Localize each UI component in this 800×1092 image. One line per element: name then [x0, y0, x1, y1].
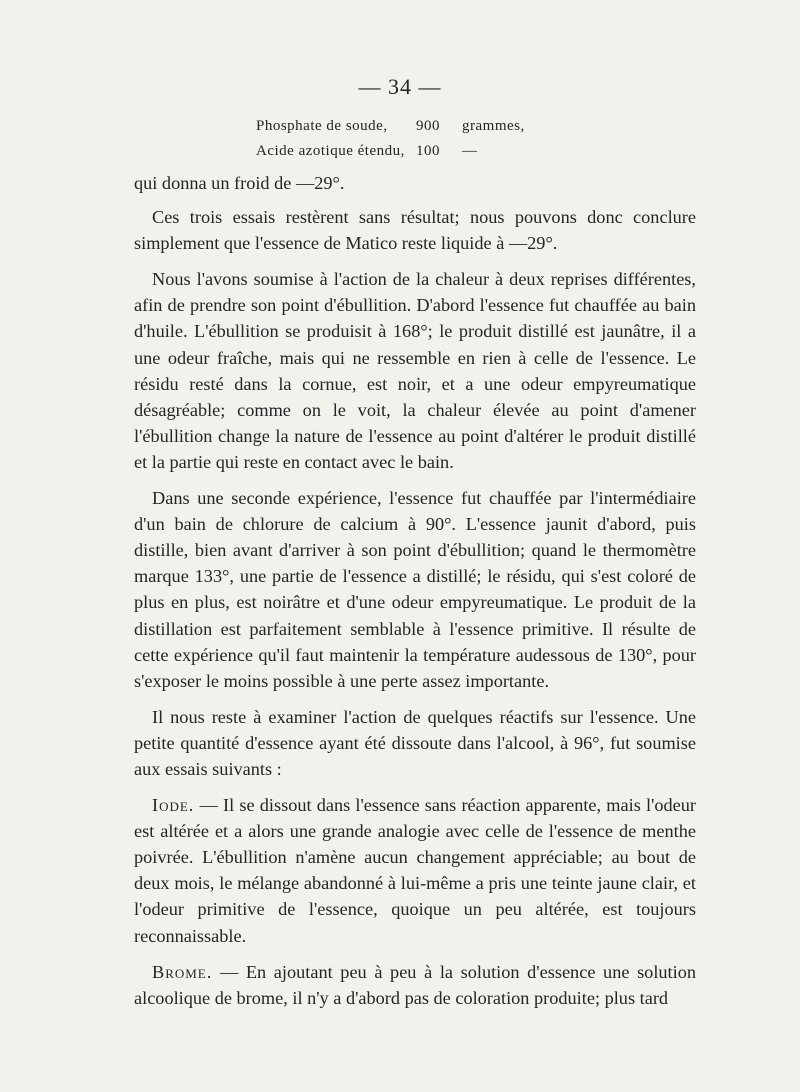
body-text: [134, 170, 696, 1021]
paragraph-brome: [134, 959, 696, 1011]
reagent-quantity: 100: [416, 143, 440, 159]
paragraph-text: — Il se dissout dans l'essence sans réaction apparente, mais l'odeur est altérée et a alors une grande analogie avec celle de l'essence de menthe poivrée. L'ébullition n'amène aucun changement appréciable; au bout de deux mois, le mélange abandonné à lui-même a pris une teinte jaune clair, et l'odeur primitive de l'essence, quoique un peu altérée, est toujours reconnaissable.: [134, 795, 696, 946]
reagent-row: [256, 139, 525, 164]
reagent-heading: Iode.: [152, 795, 195, 816]
paragraph-continuation: [134, 170, 696, 196]
paragraph: [134, 704, 696, 782]
paragraph: [134, 485, 696, 694]
paragraph: [134, 204, 696, 256]
paragraph: [134, 266, 696, 475]
reagent-unit: grammes,: [462, 118, 525, 134]
paragraph-text: Nous l'avons soumise à l'action de la chaleur à deux reprises différentes, afin de prendre son point d'ébullition. D'abord l'essence fut chauffée au bain d'huile. L'ébullition se produisit à 168°; le produit distillé est jaunâtre, il a une odeur fraîche, mais qui ne ressemble en rien à celle de l'essence. Le résidu resté dans la cornue, est noir, et a une odeur empyreumatique désagréable; comme on le voit, la chaleur élevée au point d'amener l'ébullition change la nature de l'essence au point d'altérer le produit distillé et la partie qui reste en contact avec le bain.: [134, 269, 696, 472]
reagent-row: [256, 114, 525, 139]
reagent-name: Acide azotique étendu,: [256, 143, 405, 159]
paragraph-text: Ces trois essais restèrent sans résultat; nous pouvons donc conclure simplement que l'essence de Matico reste liquide à —29°.: [134, 207, 696, 254]
paragraph-text: Dans une seconde expérience, l'essence fut chauffée par l'intermédiaire d'un bain de chlorure de calcium à 90°. L'essence jaunit d'abord, puis distille, bien avant d'arriver à son point d'ébullition; quand le thermomètre marque 133°, une partie de l'essence a distillé; le résidu, qui s'est coloré de plus en plus, est noirâtre et d'une odeur empyreumatique. Le produit de la distillation est parfaitement semblable à l'essence primitive. Il résulte de cette expérience qu'il faut maintenir la température audessous de 130°, pour s'exposer le moins possible à une perte assez importante.: [134, 488, 696, 691]
reagent-heading: Brome.: [152, 961, 213, 982]
paragraph-text: — En ajoutant peu à peu à la solution d'essence une solution alcoolique de brome, il n'y a d'abord pas de coloration produite; plus tard: [134, 961, 696, 1008]
paragraph-text: Il nous reste à examiner l'action de quelques réactifs sur l'essence. Une petite quantité d'essence ayant été dissoute dans l'alcool, à 96°, fut soumise aux essais suivants :: [134, 706, 696, 779]
reagent-list: [256, 114, 525, 164]
page-number: — 34 —: [358, 74, 442, 99]
paragraph-text: qui donna un froid de —29°.: [134, 173, 345, 193]
paragraph-iode: [134, 792, 696, 949]
reagent-unit: —: [462, 143, 478, 159]
reagent-quantity: 900: [416, 118, 440, 134]
reagent-name: Phosphate de soude,: [256, 118, 388, 134]
